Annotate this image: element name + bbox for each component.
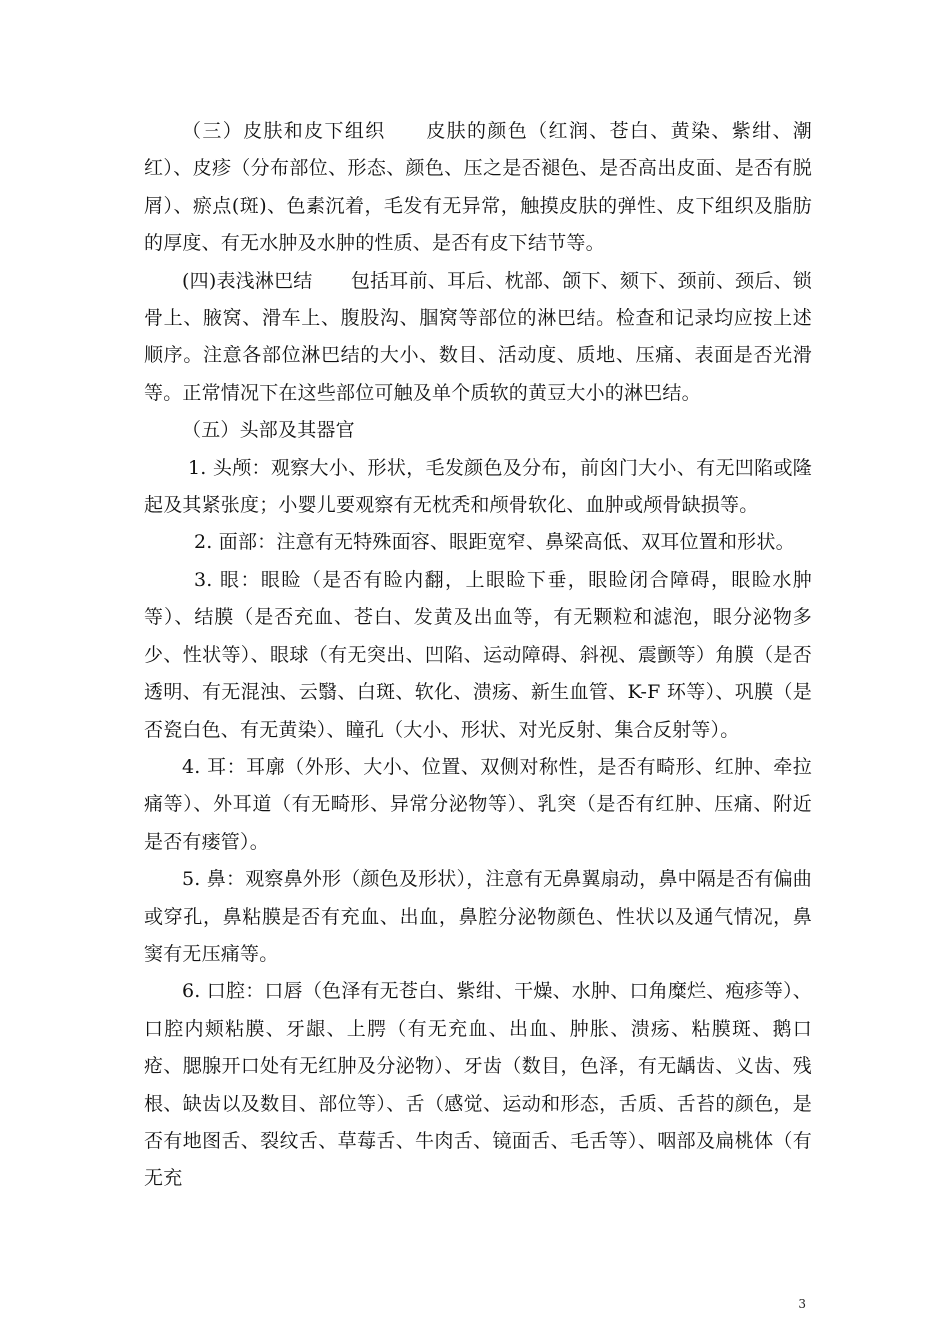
paragraph-ears: 4. 耳：耳廓（外形、大小、位置、双侧对称性，是否有畸形、红肿、牵拉痛等）、外耳道（有无畸形、异常分泌物等）、乳突（是否有红肿、压痛、附近是否有瘘管）。 [144, 755, 812, 853]
paragraph-eyes: 3. 眼：眼睑（是否有睑内翻，上眼睑下垂，眼睑闭合障碍，眼睑水肿等）、结膜（是否充血、苍白、发黄及出血等，有无颗粒和滤泡，眼分泌物多少、性状等）、眼球（有无突出、凹陷、运动障碍、斜视、震颤等）角膜（是否透明、有无混浊、云翳、白斑、软化、溃疡、新生血管、K-F 环等）、巩膜（是否瓷白色、有无黄染）、瞳孔（大小、形状、对光反射、集合反射等）。 [144, 568, 812, 741]
paragraph-skull: 1. 头颅：观察大小、形状，毛发颜色及分布，前囟门大小、有无凹陷或隆起及其紧张度；小婴儿要观察有无枕秃和颅骨软化、血肿或颅骨缺损等。 [144, 456, 812, 517]
document-body [144, 113, 812, 1198]
paragraph-nose: 5. 鼻：观察鼻外形（颜色及形状），注意有无鼻翼扇动，鼻中隔是否有偏曲或穿孔，鼻粘膜是否有充血、出血，鼻腔分泌物颜色、性状以及通气情况，鼻窦有无压痛等。 [144, 868, 812, 965]
section-heading-head-organs: （五）头部及其器官 [182, 419, 355, 442]
paragraph-face: 2. 面部：注意有无特殊面容、眼距宽窄、鼻梁高低、双耳位置和形状。 [194, 531, 795, 554]
paragraph-skin-subcutaneous: （三）皮肤和皮下组织 皮肤的颜色（红润、苍白、黄染、紫绀、潮红）、皮疹（分布部位、形态、颜色、压之是否褪色、是否高出皮面、是否有脱屑）、瘀点(斑)、色素沉着，毛发有无异常，触摸皮肤的弹性、皮下组织及脂肪的厚度、有无水肿及水肿的性质、是否有皮下结节等。 [144, 120, 812, 255]
page-number: 3 [798, 1297, 806, 1311]
paragraph-lymph-nodes: (四)表浅淋巴结 包括耳前、耳后、枕部、颌下、颏下、颈前、颈后、锁骨上、腋窝、滑车上、腹股沟、腘窝等部位的淋巴结。检查和记录均应按上述顺序。注意各部位淋巴结的大小、数目、活动度、质地、压痛、表面是否光滑等。正常情况下在这些部位可触及单个质软的黄豆大小的淋巴结。 [144, 269, 812, 404]
paragraph-oral-cavity: 6. 口腔：口唇（色泽有无苍白、紫绀、干燥、水肿、口角糜烂、疱疹等）、口腔内颊粘膜、牙龈、上腭（有无充血、出血、肿胀、溃疡、粘膜斑、鹅口疮、腮腺开口处有无红肿及分泌物）、牙齿（数目，色泽，有无龋齿、义齿、残根、缺齿以及数目、部位等）、舌（感觉、运动和形态，舌质、舌苔的颜色，是否有地图舌、裂纹舌、草莓舌、牛肉舌、镜面舌、毛舌等）、咽部及扁桃体（有无充 [144, 980, 812, 1190]
